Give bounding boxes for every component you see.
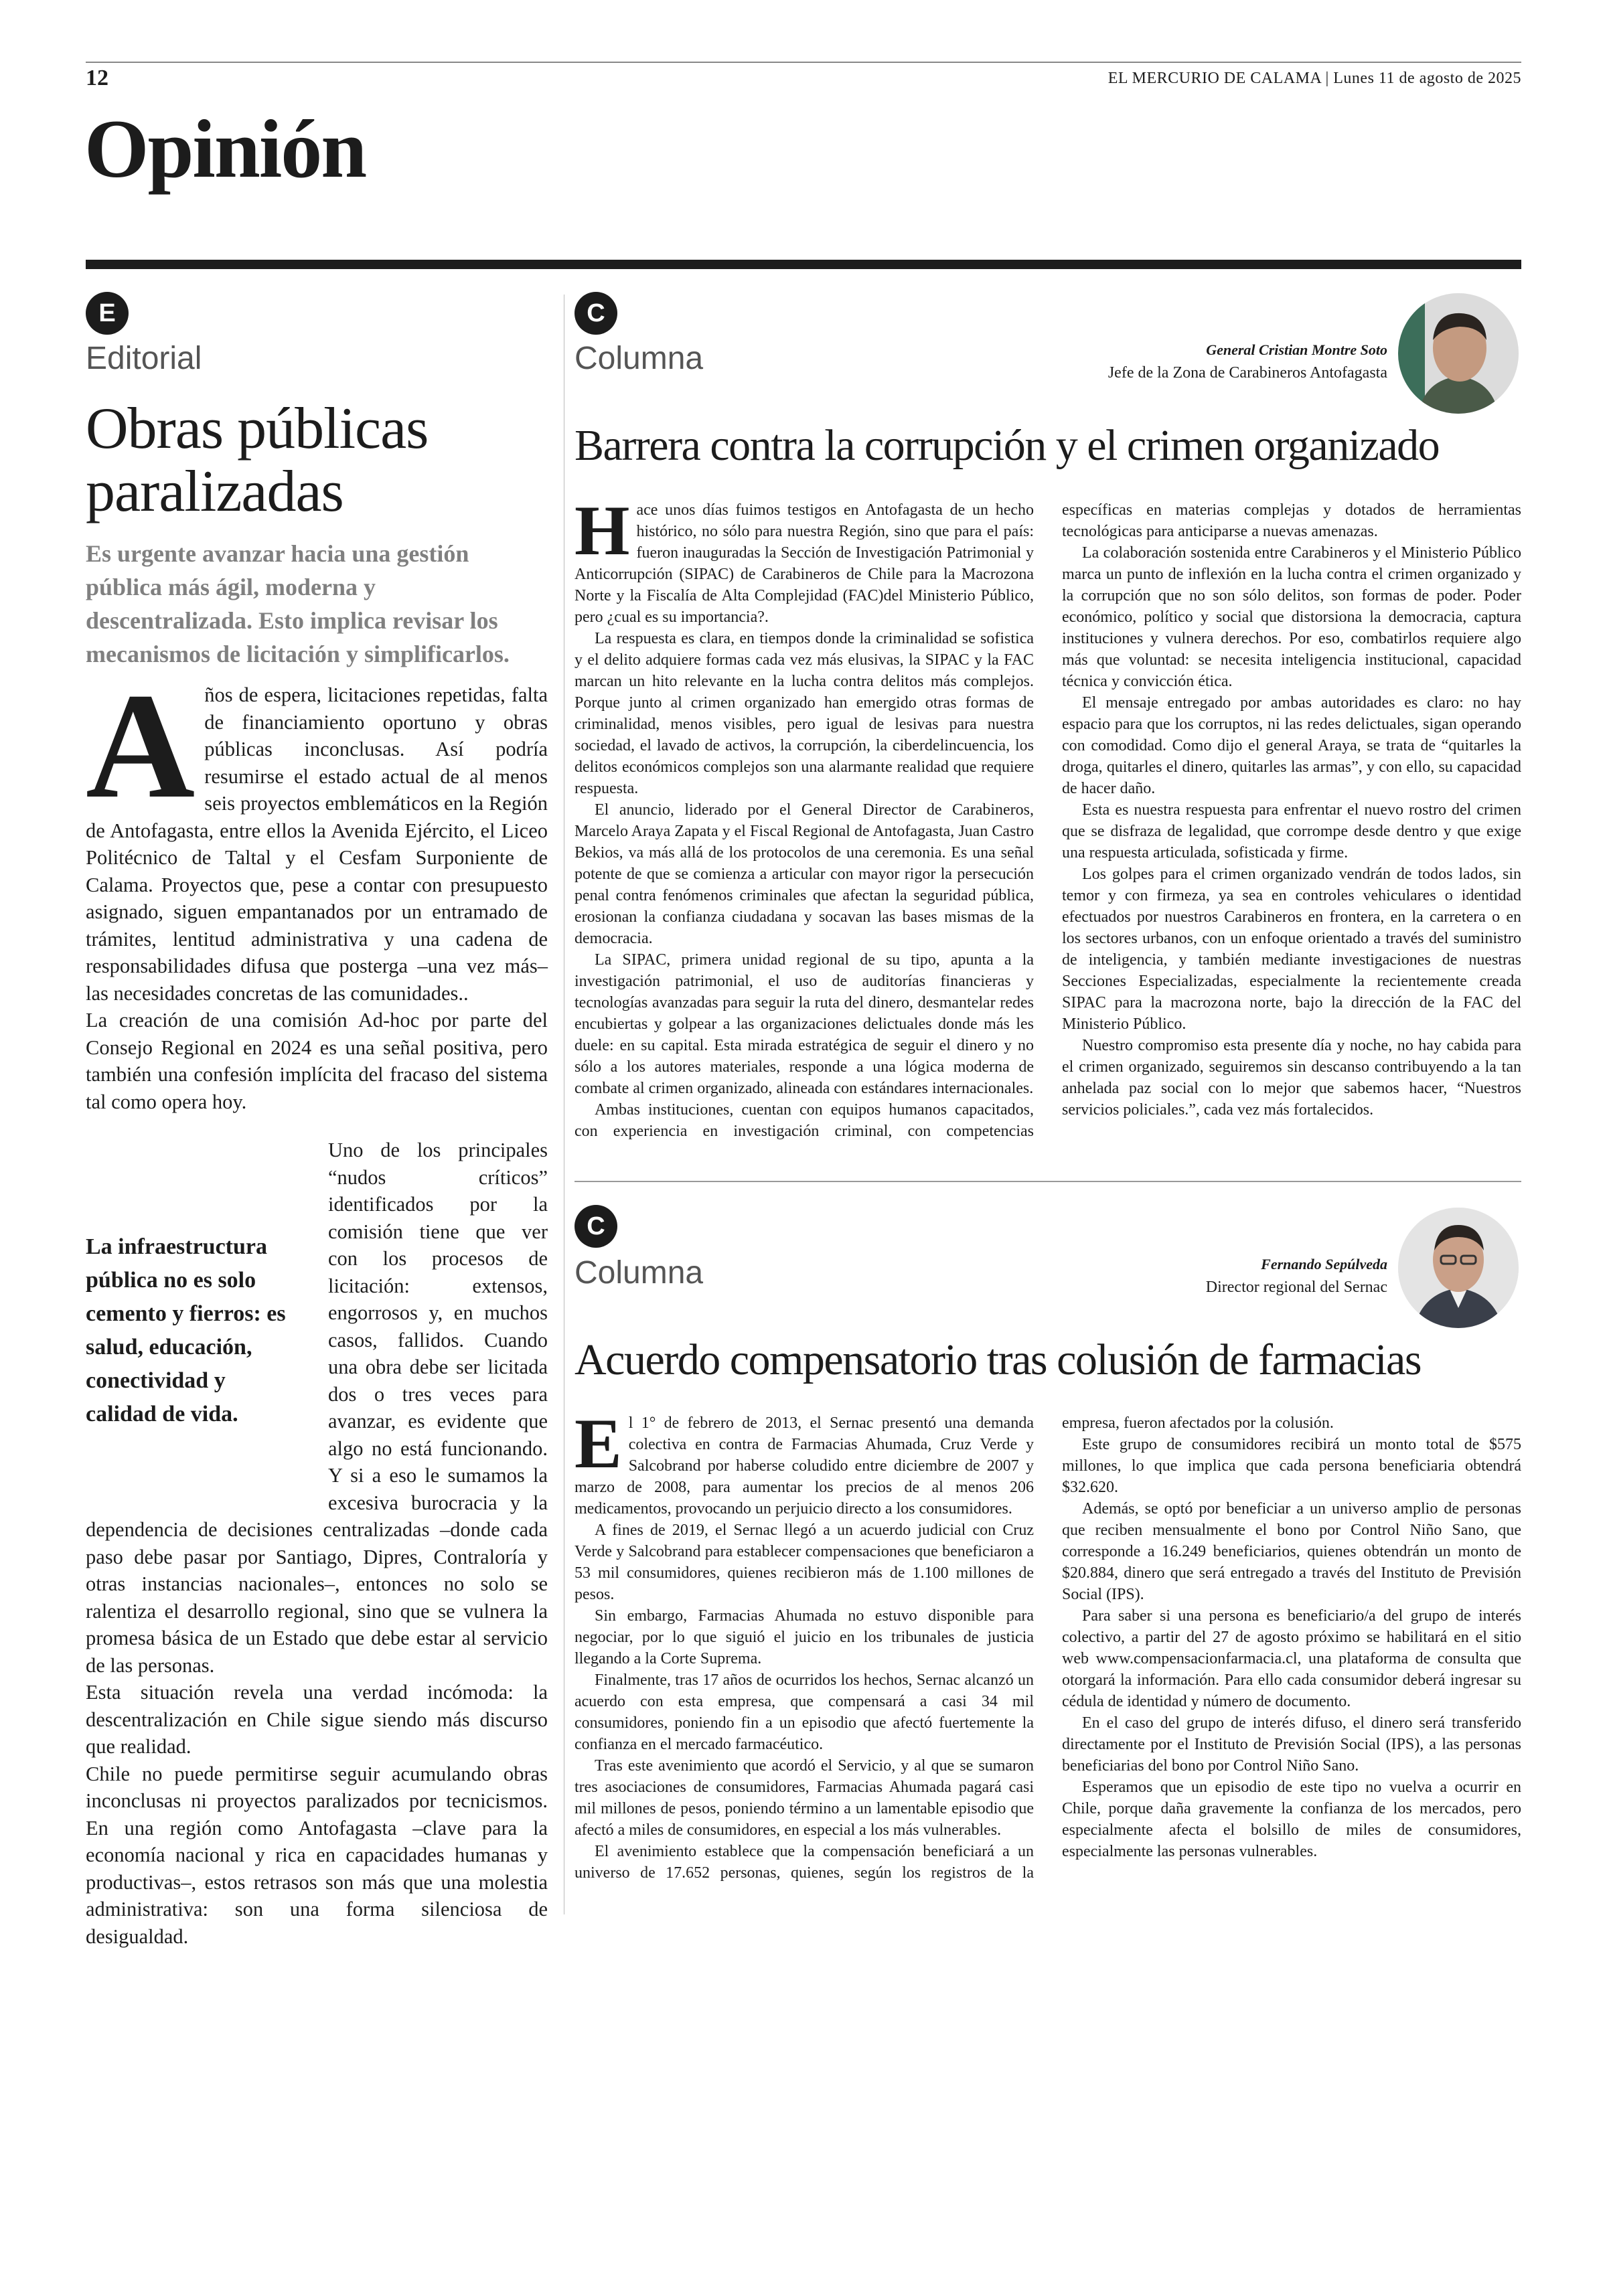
column1-paragraph: Esta es nuestra respuesta para enfrentar el nuevo rostro del crimen que se disfraza de legalidad, que corrompe desde dentro y que exige una respuesta articulada, sofisticada y firme. bbox=[1062, 801, 1521, 862]
column1-badge: C bbox=[575, 292, 617, 335]
column2-paragraph: Este grupo de consumidores recibirá un monto total de $575 millones, lo que implica que cada persona beneficiaria obtendrá $32.620. bbox=[1062, 1436, 1521, 1496]
column2-paragraph: Tras este avenimiento que acordó el Servicio, y al que se sumaron tres asociaciones de consumidores, Farmacias Ahumada pagará casi mil millones de pesos, poniendo término a un lamentable episodio que afectó a miles de consumidores, en especial a los más vulnerables. bbox=[575, 1757, 1034, 1839]
column2-author-portrait bbox=[1398, 1208, 1519, 1328]
section-title: Opinión bbox=[84, 103, 366, 195]
masthead: EL MERCURIO DE CALAMA | Lunes 11 de agosto de 2025 bbox=[1107, 70, 1521, 87]
column1-body bbox=[575, 491, 1521, 1167]
column2-paragraph: Esperamos que un episodio de este tipo no vuelva a ocurrir en Chile, porque daña gravemente la confianza de los mercados, pero especialmente afecta el bolsillo de miles de consumidores, especialmente las personas vulnerables. bbox=[1062, 1779, 1521, 1860]
column1-paragraph: La colaboración sostenida entre Carabineros y el Ministerio Público marca un punto de inflexión en la lucha contra el crimen organizado y la corrupción que no son sólo delitos, son formas de poder. Poder económico, político y social que distorsiona la democracia, captura instituciones y vulnera derechos. Por eso, combatirlos requiere algo más que voluntad: se necesita inteligencia institucional, capacidad técnica y convicción ética. bbox=[1062, 544, 1521, 690]
column2-body bbox=[575, 1404, 1521, 1910]
column2-author-role: Director regional del Sernac bbox=[1205, 1279, 1387, 1296]
editorial-paragraph: La creación de una comisión Ad-hoc por parte del Consejo Regional en 2024 es una señal positiva, pero también una confesión implícita del fracaso del sistema tal como opera hoy. bbox=[86, 1009, 548, 1113]
editorial-badge: E bbox=[86, 292, 129, 335]
editorial-body-top bbox=[86, 662, 548, 1115]
column2-title: Acuerdo compensatorio tras colusión de farmacias bbox=[575, 1335, 1422, 1384]
column1-paragraph: La respuesta es clara, en tiempos donde la criminalidad se sofistica y el delito adquiere formas cada vez más elusivas, la SIPAC y la FAC marcan un hito relevante en la lucha contra delitos más complejos. Porque junto al crimen organizado han emergido otras formas de criminalidad, menos visibles, pero igual de lesivas para nuestra sociedad, el lavado de activos, la corrupción, la ciberdelincuencia, los delitos económicos complejos son una alarmante realidad que requiere respuesta. bbox=[575, 630, 1034, 797]
editorial-body-bottom bbox=[86, 1137, 548, 1950]
top-rule bbox=[86, 62, 1521, 63]
column2-paragraph: El avenimiento establece que la compensación beneficiará a un universo de 17.652 personas, quienes, según los registros de la empresa, fueron afectados por la colusión. bbox=[575, 1414, 1334, 1882]
column1-paragraph: Hace unos días fuimos testigos en Antofagasta de un hecho histórico, no sólo para nuestra Región, sino que para el país: fueron inauguradas la Sección de Investigación Patrimonial y Anticorrupción (SIPAC) de Carabineros de Chile para la Macrozona Norte y la Fiscalía de Alta Complejidad (FAC)del Ministerio Público, pero ¿cual es su importancia?. bbox=[575, 491, 1034, 626]
section-rule bbox=[86, 260, 1521, 269]
column2-paragraph: El 1° de febrero de 2013, el Sernac presentó una demanda colectiva en contra de Farmacias Ahumada, Cruz Verde y Salcobrand por haberse coludido entre diciembre de 2007 y marzo de 2008, para aumentar los precios de al menos 206 medicamentos, provocando un perjuicio directo a los consumidores. bbox=[575, 1404, 1034, 1518]
pull-quote-spacer bbox=[86, 1137, 328, 1511]
column2-kicker: Columna bbox=[575, 1255, 704, 1291]
editorial-paragraph: Uno de los principales “nudos críticos” identificados por la comisión tiene que ver con los procesos de licitación: extensos, engorrosos y, en muchos casos, fallidos. Cuando una obra debe ser licitada dos o tres veces para avanzar, es evidente que algo no está funcionando. Y si a eso le sumamos la excesiva burocracia y la dependencia de decisiones centralizadas –donde cada paso debe pasar por Santiago, Dipres, Contraloría y otras instancias nacionales–, entonces no solo se ralentiza el desarrollo regional, sino que se vulnera la promesa básica de un Estado que debe estar al servicio de las personas. bbox=[86, 1139, 548, 1677]
column1-paragraph: Los golpes para el crimen organizado vendrán de todos lados, sin temor y con firmeza, ya sea en controles vehiculares o identidad efectuados por nuestros Carabineros en frontera, en la carretera o en los sectores urbanos, con un enfoque orientado a través del suministro de inteligencia, y también mediante investigaciones de nuestras Secciones Especializadas, especialmente la recientemente creada SIPAC para la macrozona norte, bajo la dirección de la FAC del Ministerio Público. bbox=[1062, 866, 1521, 1033]
column1-title: Barrera contra la corrupción y el crimen organizado bbox=[575, 421, 1440, 470]
column1-author-role: Jefe de la Zona de Carabineros Antofagasta bbox=[1107, 364, 1387, 382]
editorial-lead: Es urgente avanzar hacia una gestión pública más ágil, moderna y descentralizada. Esto implica revisar los mecanismos de licitación y simplificarlos. bbox=[86, 540, 510, 667]
column1-author-portrait bbox=[1398, 293, 1519, 414]
editorial-title: Obras públicas paralizadas bbox=[86, 396, 429, 524]
column2-badge: C bbox=[575, 1205, 617, 1248]
column1-paragraph: El anuncio, liderado por el General Director de Carabineros, Marcelo Araya Zapata y el Fiscal Regional de Antofagasta, Juan Castro Bekios, va más allá de los protocolos de una ceremonia. Es una señal potente de que se comienza a articular con mayor rigor la persecución penal contra fenómenos criminales que afectan la seguridad pública, erosionan la confianza ciudadana y socavan las bases mismas de la democracia. bbox=[575, 801, 1034, 947]
column2-paragraph: Para saber si una persona es beneficiario/a del grupo de interés colectivo, a partir del 27 de agosto próximo se habilitará en el sitio web www.compensacionfarmacia.cl, una plataforma de consulta que otorgará la información. Para ello cada consumidor deberá ingresar su cédula de identidad y número de documento. bbox=[1062, 1607, 1521, 1710]
column1-paragraph: El mensaje entregado por ambas autoridades es claro: no hay espacio para que los corruptos, ni las redes delictuales, sigan operando con comodidad. Como dijo el general Araya, se trata de “quitarles la droga, quitarles el dinero, quitarles las armas”, y con ello, su capacidad de hacer daño. bbox=[1062, 694, 1521, 797]
column2-paragraph: En el caso del grupo de interés difuso, el dinero será transferido directamente por el Instituto de Previsión Social (IPS), a las personas beneficiarias del bono por Control Niño Sano. bbox=[1062, 1714, 1521, 1775]
editorial-paragraph: ños de espera, licitaciones repetidas, falta de financiamiento oportuno y obras públicas inconclusas. Así podría resumirse el estado actual de al menos seis proyectos emblemáticos en la Región de Antofagasta, entre ellos la Avenida Ejército, el Liceo Politécnico de Taltal y el Cesfam Surponiente de Calama. Proyectos que, pese a contar con presupuesto asignado, siguen empantanados por un entramado de trámites, lentitud administrativa y una cadena de responsabilidades difusa que posterga –una vez más– las necesidades concretas de las comunidades.. bbox=[86, 683, 548, 1005]
column1-paragraph: La SIPAC, primera unidad regional de su tipo, apunta a la investigación patrimonial, el uso de auditorías financieras y tecnologías avanzadas para seguir la ruta del dinero, desmantelar redes encubiertas y golpear a las organizaciones delictuales donde más les duele: en su capital. Esta mirada estratégica de seguir el dinero y no sólo a los autores materiales, responde a una lógica moderna de combate al crimen organizado, alineada con estándares internacionales. bbox=[575, 951, 1034, 1097]
portrait-illustration bbox=[1398, 1208, 1519, 1328]
column1-dropcap: H bbox=[575, 491, 630, 570]
column2-paragraph: Finalmente, tras 17 años de ocurridos los hechos, Sernac alcanzó un acuerdo con esta empresa, que compensará a casi 34 mil consumidores, poniendo fin a un episodio que afectó fuertemente la confianza en el mercado farmacéutico. bbox=[575, 1671, 1034, 1753]
column2-dropcap: E bbox=[575, 1404, 622, 1483]
portrait-illustration bbox=[1398, 293, 1519, 414]
column2-author-name: Fernando Sepúlveda bbox=[1261, 1256, 1387, 1273]
column2-paragraph: Sin embargo, Farmacias Ahumada no estuvo disponible para negociar, por lo que siguió el juicio en los tribunales de justicia llegando a la Corte Suprema. bbox=[575, 1607, 1034, 1667]
editorial-pull-quote: La infraestructura pública no es solo cemento y fierros: es salud, educación, conectividad y calidad de vida. bbox=[86, 1234, 286, 1426]
editorial-kicker: Editorial bbox=[86, 341, 202, 376]
column1-paragraph: Ambas instituciones, cuentan con equipos humanos capacitados, con experiencia en investigación criminal, con competencias específicas en materias complejas y dotados de herramientas tecnológicas para anticiparse a nuevas amenazas. bbox=[575, 501, 1521, 1140]
column2-paragraph: Además, se optó por beneficiar a un universo amplio de personas que reciben mensualmente el bono por Control Niño Sano, que corresponde a 16.249 beneficiarios, quienes obtendrán un monto de $20.884, dinero que será entregado a través del Instituto de Previsión Social (IPS). bbox=[1062, 1500, 1521, 1603]
editorial-dropcap: A bbox=[86, 662, 196, 829]
editorial-paragraph: Chile no puede permitirse seguir acumulando obras inconclusas ni proyectos paralizados por tecnicismos. En una región como Antofagasta –clave para la economía nacional y rica en capacidades humanas y productivas–, estos retrasos son más que una molestia administrativa: son una forma silenciosa de desigualdad. bbox=[86, 1762, 548, 1948]
column2-paragraph: A fines de 2019, el Sernac llegó a un acuerdo judicial con Cruz Verde y Salcobrand para establecer compensaciones que beneficiaron a 53 mil consumidores, quienes recibieron más de 1.100 millones de pesos. bbox=[575, 1522, 1034, 1603]
page-number: 12 bbox=[86, 66, 108, 90]
column1-kicker: Columna bbox=[575, 341, 704, 376]
editorial-paragraph: Esta situación revela una verdad incómoda: la descentralización en Chile sigue siendo más discurso que realidad. bbox=[86, 1681, 548, 1758]
column1-paragraph: Nuestro compromiso esta presente día y noche, no hay cabida para el crimen organizado, seguiremos sin descanso contribuyendo a la tan anhelada paz social con lo mejor que sabemos hacer, “Nuestros servicios policiales.”, cada vez más fortalecidos. bbox=[1062, 1037, 1521, 1119]
column-separator-rule bbox=[575, 1181, 1521, 1182]
column1-author-name: General Cristian Montre Soto bbox=[1206, 341, 1387, 358]
